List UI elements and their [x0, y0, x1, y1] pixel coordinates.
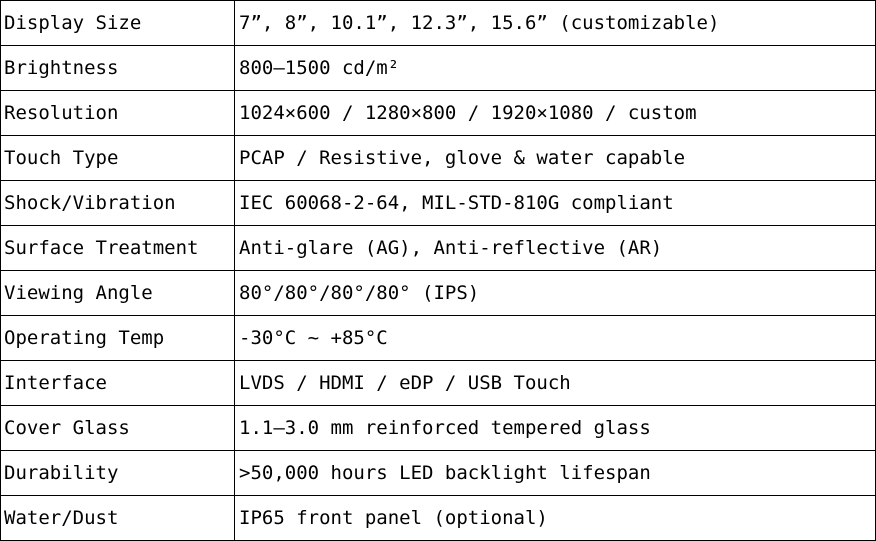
table-row — [1, 316, 876, 361]
table-row — [1, 451, 876, 496]
spec-value: PCAP / Resistive, glove & water capable — [235, 136, 876, 181]
spec-value: 80°/80°/80°/80° (IPS) — [235, 271, 876, 316]
table-row — [1, 91, 876, 136]
spec-label: Surface Treatment — [1, 226, 235, 271]
spec-value: 800–1500 cd/m² — [235, 46, 876, 91]
spec-label: Interface — [1, 361, 235, 406]
spec-label: Shock/Vibration — [1, 181, 235, 226]
spec-label: Brightness — [1, 46, 235, 91]
spec-value: IP65 front panel (optional) — [235, 496, 876, 541]
spec-label: Operating Temp — [1, 316, 235, 361]
spec-value: >50,000 hours LED backlight lifespan — [235, 451, 876, 496]
spec-value: 1024×600 / 1280×800 / 1920×1080 / custom — [235, 91, 876, 136]
spec-label: Display Size — [1, 1, 235, 46]
spec-label: Viewing Angle — [1, 271, 235, 316]
spec-value: -30°C ~ +85°C — [235, 316, 876, 361]
spec-label: Touch Type — [1, 136, 235, 181]
table-row — [1, 46, 876, 91]
spec-value: IEC 60068-2-64, MIL-STD-810G compliant — [235, 181, 876, 226]
table-row — [1, 181, 876, 226]
spec-label: Durability — [1, 451, 235, 496]
table-row — [1, 1, 876, 46]
table-row — [1, 406, 876, 451]
table-row — [1, 496, 876, 541]
spec-value: 7”, 8”, 10.1”, 12.3”, 15.6” (customizable) — [235, 1, 876, 46]
spec-value: LVDS / HDMI / eDP / USB Touch — [235, 361, 876, 406]
table-row — [1, 136, 876, 181]
table-row — [1, 361, 876, 406]
spec-value: Anti-glare (AG), Anti-reflective (AR) — [235, 226, 876, 271]
spec-value: 1.1–3.0 mm reinforced tempered glass — [235, 406, 876, 451]
spec-label: Water/Dust — [1, 496, 235, 541]
table-row — [1, 226, 876, 271]
table-row — [1, 271, 876, 316]
spec-label: Cover Glass — [1, 406, 235, 451]
spec-label: Resolution — [1, 91, 235, 136]
